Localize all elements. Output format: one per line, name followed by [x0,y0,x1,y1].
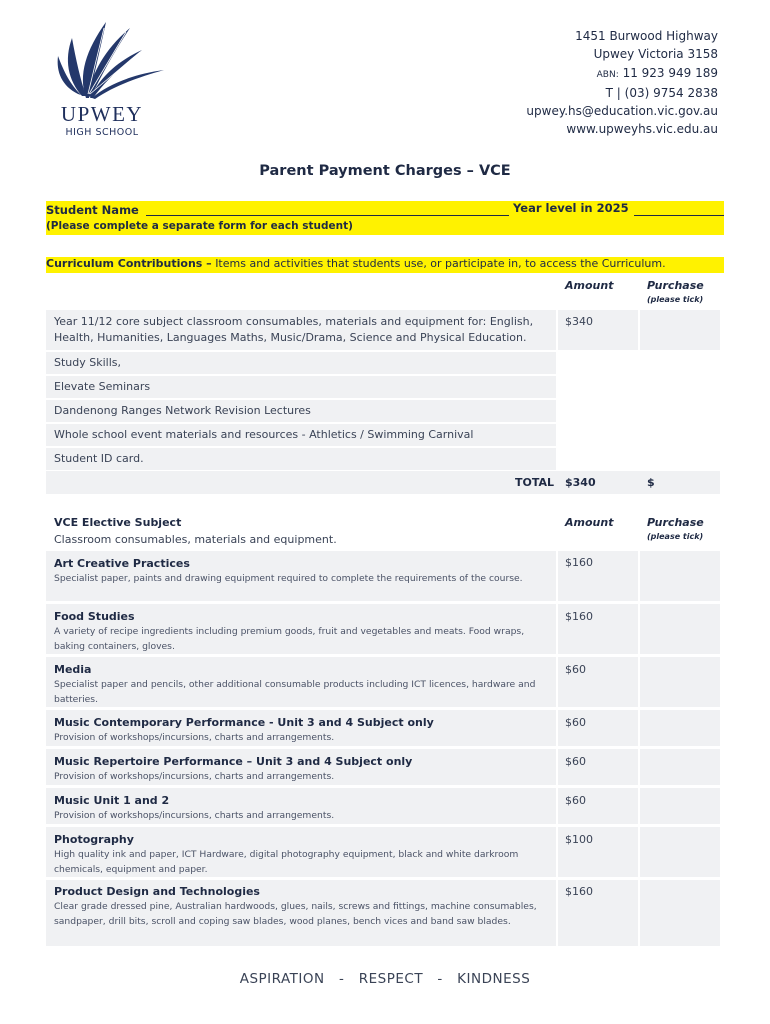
curriculum-item: Whole school event materials and resources - Athletics / Swimming Carnival [54,428,474,441]
elective-amount-header: Amount [565,516,614,529]
list-item [46,352,556,374]
subject-desc: Provision of workshops/incursions, charts and arrangements. [54,732,335,743]
address-web[interactable]: www.upweyhs.vic.edu.au [566,122,718,137]
subject-purchase-cell[interactable] [640,749,720,785]
year-level-label: Year level in 2025 [513,201,629,215]
student-name-label: Student Name [46,203,139,217]
subject-title: Food Studies [54,610,135,623]
subject-amount: $100 [565,833,593,846]
curriculum-heading: Curriculum Contributions – [46,257,212,270]
subject-purchase-cell[interactable] [640,604,720,654]
year-level-field[interactable] [634,215,724,216]
subject-text [54,754,549,784]
subject-amount: $60 [565,755,586,768]
school-subtitle: HIGH SCHOOL [65,127,139,138]
subject-purchase-cell[interactable] [640,827,720,877]
subject-title: Music Contemporary Performance - Unit 3 and 4 Subject only [54,716,434,729]
subject-desc: Provision of workshops/incursions, charts and arrangements. [54,771,335,782]
subject-text [54,609,549,654]
footer-motto: ASPIRATION - RESPECT - KINDNESS [239,971,531,987]
purchase-note: (please tick) [647,295,704,304]
school-address [526,27,718,139]
address-abn [526,64,718,84]
subject-title: Product Design and Technologies [54,885,260,898]
amount-header: Amount [565,279,614,292]
core-row-text: Year 11/12 core subject classroom consumables, materials and equipment for: English, Health, Humanities, Languages Maths, Music/Drama, Science and Physical Education. [54,315,534,344]
curriculum-item: Student ID card. [54,452,144,465]
subject-text [54,884,549,929]
address-email[interactable]: upwey.hs@education.vic.gov.au [526,104,718,119]
subject-amount: $60 [565,716,586,729]
subject-title: Photography [54,833,134,846]
core-purchase-cell[interactable] [640,310,720,350]
total-label: TOTAL [515,476,555,489]
subject-title: Music Repertoire Performance – Unit 3 and 4 Subject only [54,755,413,768]
curriculum-heading-bar [46,257,724,273]
school-logo [52,20,167,142]
subject-title: Music Unit 1 and 2 [54,794,170,807]
core-amount: $340 [565,315,593,328]
purchase-header: Purchase [647,279,704,292]
elective-subheading: Classroom consumables, materials and equipment. [54,533,337,546]
subject-amount: $160 [565,610,593,623]
subject-purchase-cell[interactable] [640,551,720,601]
subject-desc: Specialist paper, paints and drawing equipment required to complete the requirements of the course. [54,573,523,584]
address-street: 1451 Burwood Highway [575,29,718,43]
elective-purchase-note: (please tick) [647,532,704,541]
subject-purchase-cell[interactable] [640,880,720,946]
subject-amount: $60 [565,663,586,676]
student-note: (Please complete a separate form for each student) [46,220,353,232]
curriculum-heading-desc: Items and activities that students use, or participate in, to access the Curriculum. [215,257,666,270]
abn-label: ABN: [596,69,619,80]
subject-title: Media [54,663,92,676]
total-amount: $340 [565,476,596,489]
address-phone: T | (03) 9754 2838 [605,85,718,100]
subject-desc: A variety of recipe ingredients including premium goods, fruit and vegetables and meats. Food wraps, baking containers, gloves. [54,626,525,652]
subject-desc: High quality ink and paper, ICT Hardware, digital photography equipment, black and white darkroom chemicals, equipment and paper. [54,849,519,875]
elective-purchase-header: Purchase [647,516,704,529]
subject-desc: Specialist paper and pencils, other additional consumable products including ICT licences, hardware and batteries. [54,679,536,705]
subject-purchase-cell[interactable] [640,657,720,707]
subject-amount: $60 [565,794,586,807]
total-purchase[interactable]: $ [647,476,655,489]
address-suburb: Upwey Victoria 3158 [593,47,718,62]
elective-heading: VCE Elective Subject [54,516,182,529]
subject-desc: Provision of workshops/incursions, charts and arrangements. [54,810,335,821]
subject-amount: $160 [565,885,593,898]
page-title: Parent Payment Charges – VCE [259,163,511,179]
subject-text [54,556,549,586]
leaf-emblem-icon [56,20,166,100]
subject-title: Art Creative Practices [54,557,190,570]
student-info-bar [46,201,724,235]
student-name-field[interactable] [146,215,509,216]
subject-desc: Clear grade dressed pine, Australian hardwoods, glues, nails, screws and fittings, machine consumables, sandpaper, drill bits, scroll and coping saw blades, wood planes, bench vices and band saw blades. [54,901,537,927]
subject-text [54,715,549,745]
curriculum-item: Dandenong Ranges Network Revision Lectures [54,404,311,417]
total-row [46,471,720,494]
subject-purchase-cell[interactable] [640,788,720,824]
school-name: UPWEY [60,102,144,126]
abn-value: 11 923 949 189 [622,65,718,80]
curriculum-item: Study Skills, [54,356,122,369]
subject-text [54,832,549,877]
subject-text [54,793,549,823]
subject-amount: $160 [565,556,593,569]
subject-purchase-cell[interactable] [640,710,720,746]
subject-text [54,662,549,707]
curriculum-item: Elevate Seminars [54,380,151,393]
